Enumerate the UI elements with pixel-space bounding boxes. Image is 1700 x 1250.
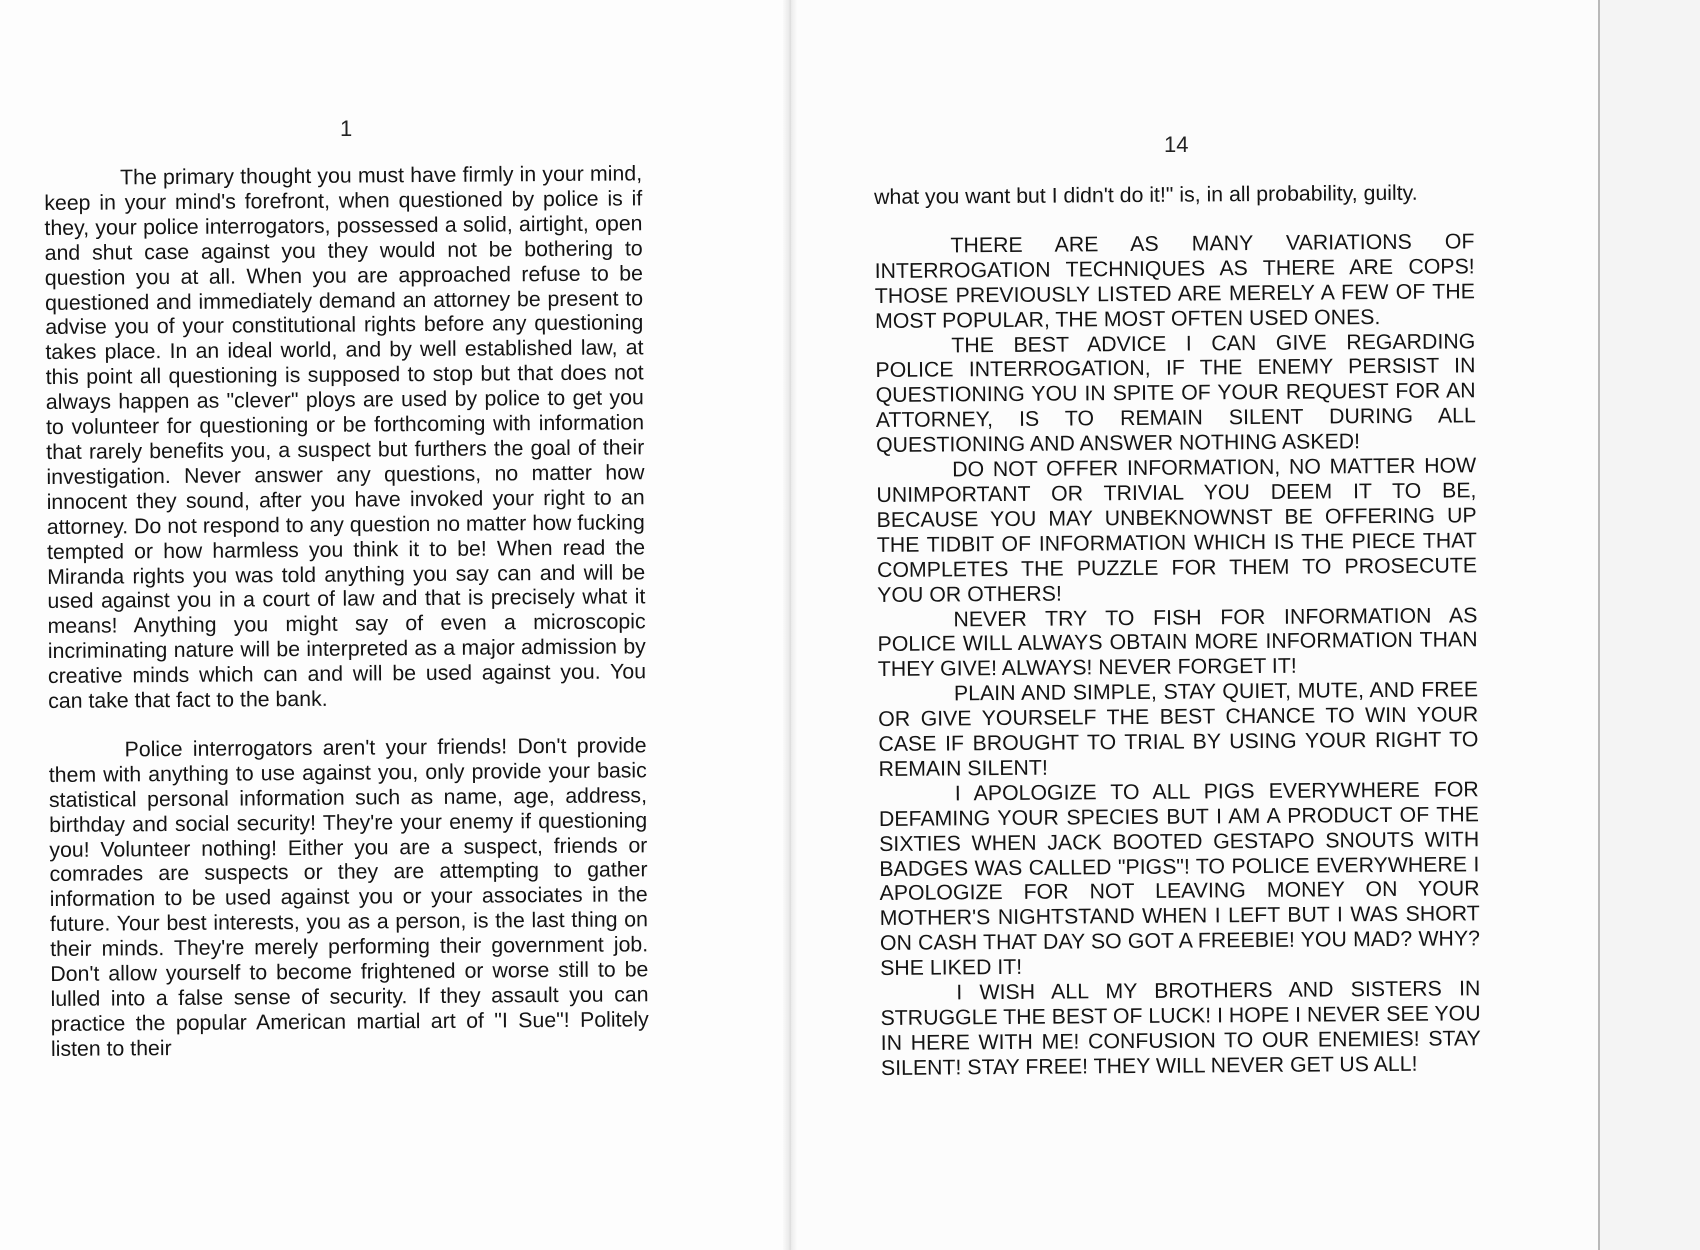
right-paragraph-2: THE BEST ADVICE I CAN GIVE REGARDING POLICE INTERROGATION, IF THE ENEMY PERSIST IN QUESTIONING YOU IN SPITE OF YOUR REQUEST FOR AN ATTORNEY, IS TO REMAIN SILENT DURING ALL QUESTIONING AND ANSWER NOTHING ASKED! — [875, 328, 1476, 458]
book-gutter — [783, 0, 797, 1250]
left-page-number: 1 — [340, 116, 353, 141]
right-paragraph-6: I APOLOGIZE TO ALL PIGS EVERYWHERE FOR DEFAMING YOUR SPECIES BUT I AM A PRODUCT OF THE SIXTIES WHEN JACK BOOTED GESTAPO SNOUTS WITH BADGES WAS CALLED "PIGS"! TO POLICE EVERYWHERE I APOLOGIZE FOR NOT LEAVING MONEY ON YOUR MOTHER'S NIGHTSTAND WHEN I LEFT BUT I WAS SHORT ON CASH THAT DAY SO GOT A FREEBIE! YOU MAD? WHY? SHE LIKED IT! — [878, 777, 1481, 981]
left-page-text — [44, 161, 649, 1061]
left-paragraph-2: Police interrogators aren't your friends! Don't provide them with anything to use against you, only provide your basic statistical personal information such as name, age, address, birthday and social security! They're your enemy if questioning you! Volunteer nothing! Either you are a suspect, friends or comrades are suspects or they are attempting to gather information to be used against you or your associates in the future. Your best interests, you as a person, is the last thing on their minds. They're merely performing their government job. Don't allow yourself to become frightened or worse still to be lulled into a false sense of security. If they assault you can practice the popular American martial art of "I Sue"! Politely listen to their — [48, 733, 649, 1061]
scan-margin — [1600, 0, 1700, 1250]
right-paragraph-1: THERE ARE AS MANY VARIATIONS OF INTERROGATION TECHNIQUES AS THERE ARE COPS! THOSE PREVIOUSLY LISTED ARE MERELY A FEW OF THE MOST POPULAR, THE MOST OFTEN USED ONES. — [874, 229, 1475, 333]
right-paragraph-5: PLAIN AND SIMPLE, STAY QUIET, MUTE, AND FREE OR GIVE YOURSELF THE BEST CHANCE TO WIN YOUR CASE IF BROUGHT TO TRIAL BY USING YOUR RIGHT TO REMAIN SILENT! — [878, 677, 1479, 781]
right-page-number: 14 — [1164, 132, 1189, 157]
right-paragraph-4: NEVER TRY TO FISH FOR INFORMATION AS POLICE WILL ALWAYS OBTAIN MORE INFORMATION THAN THEY GIVE! ALWAYS! NEVER FORGET IT! — [877, 602, 1478, 682]
right-page-text — [874, 180, 1481, 1080]
right-first-line: what you want but I didn't do it!" is, in all probability, guilty. — [874, 180, 1418, 209]
left-paragraph-1: The primary thought you must have firmly in your mind, keep in your mind's forefront, when questioned by police is if they, your police interrogators, possessed a solid, airtight, open and shut case against you they would not be bothering to question you at all. When you are approached refuse to be questioned and immediately demand an attorney be present to advise you of your constitutional rights before any questioning takes place. In an ideal world, and by well established law, at this point all questioning is supposed to stop but that does not always happen as "clever" ploys are used by police to get you to volunteer for questioning or be forthcoming with information that rarely benefits you, a suspect but furthers the goal of their investigation. Never answer any questions, no matter how innocent they sound, after you have invoked your right to an attorney. Do not respond to any question no matter how fucking tempted or how harmless you think it to be! When read the Miranda rights you was told anything you say can and will be used against you in a court of law and that is precisely what it means! Anything you might say of even a microscopic incriminating nature will be interpreted as a major admission by creative minds which can and will be used against you. You can take that fact to the bank. — [44, 161, 647, 714]
right-paragraph-3: DO NOT OFFER INFORMATION, NO MATTER HOW UNIMPORTANT OR TRIVIAL YOU DEEM IT TO BE, BECAUSE YOU MAY UNBEKNOWNST BE OFFERING UP THE TIDBIT OF INFORMATION WHICH IS THE PIECE THAT COMPLETES THE PUZZLE FOR THEM TO PROSECUTE YOU OR OTHERS! — [876, 453, 1478, 607]
right-paragraph-7: I WISH ALL MY BROTHERS AND SISTERS IN STRUGGLE THE BEST OF LUCK! I HOPE I NEVER SEE YOU IN HERE WITH ME! CONFUSION TO OUR ENEMIES! STAY SILENT! STAY FREE! THEY WILL NEVER GET US ALL! — [880, 976, 1481, 1080]
